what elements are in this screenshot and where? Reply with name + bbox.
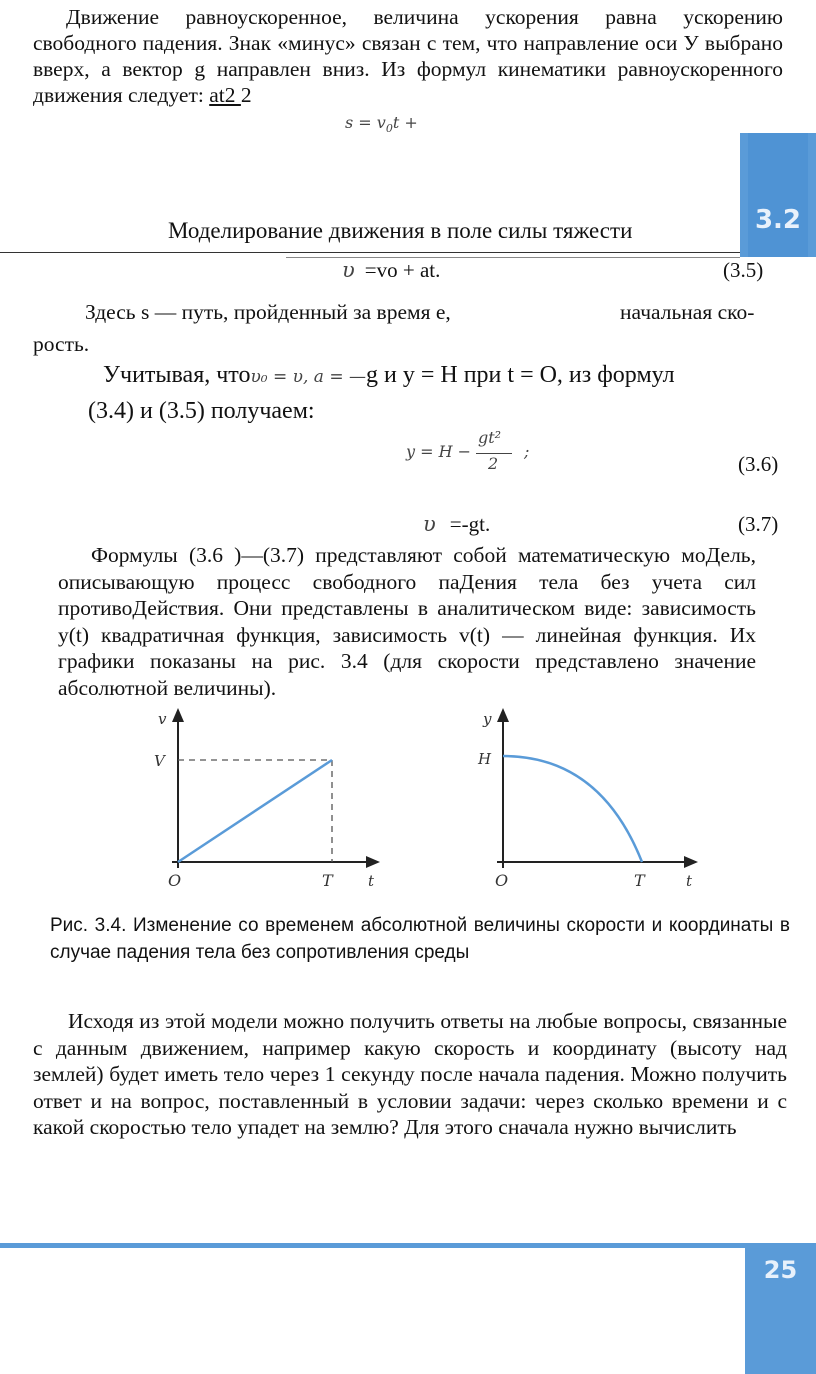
eq37-number: (3.7) [738,512,779,536]
eq37-lhs: υ [423,512,436,536]
graph-y-x-label: t [686,872,693,890]
graph-y-level-label: H [478,750,492,768]
para-model: Исходя из этой модели можно получить ответы на любые вопросы, связанные с данным движением, например какую скорость и координату (высоту над землей) будет иметь тело через 1 секунду после начала падения. Можно получить ответ и на вопрос, поставленный в условии задачи: через сколько времени и с какой скоростью тело упадет на землю? Для этого сначала нужно вычислить [33,1009,787,1139]
section-rule [0,252,740,253]
graph-height [477,708,698,890]
para-given-line2: (3.4) и (3.5) получаем: [88,398,315,424]
intro-tail: 2 [240,83,252,107]
graph-v-y-arrow [172,708,184,722]
graph-y-y-label: y [483,710,492,728]
graph-v-level-label: V [154,752,165,770]
equation-3-7 [423,512,490,537]
eq35-rhs: =vo + at. [364,258,441,282]
eq36-number: (3.6) [738,452,779,476]
graph-y-t-mark: T [634,871,645,890]
formula-s-sub: 0 [385,122,393,136]
graph-v-x-label: t [368,872,375,890]
graph-v-line [178,760,332,862]
graph-v-origin-label: O [168,871,182,890]
para-formulas: Формулы (3.6 )—(3.7) представляют собой математическую моДель, описывающую процесс свободного паДения тела без учета сил противоДействия. Они представлены в аналитическом виде: зависимость y(t) квадратичная функция, зависимость v(t) — линейная функция. Их графики показаны на рис. 3.4 (для скорости представлено значение абсолютной величины). [58,543,756,700]
graph-y-origin-label: O [495,871,509,890]
intro-text: Движение равноускоренное, величина ускорения равна ускорению свободного падения. Знак «минус» связан с тем, что направление оси У выбрано вверх, а вектор g направлен вниз. Из формул кинематики равноускоренного движения следует: [33,5,783,107]
graph-v-y-label: v [158,710,167,728]
eq37-rhs: =-gt. [449,512,491,536]
eq35-number: (3.5) [723,258,764,282]
eq36-lhs: y = H − [406,442,472,461]
section-tab-inner [748,133,808,257]
equation-3-5 [342,258,440,283]
graph-velocity [154,708,380,890]
para-given-rest: g и у = Н при t = О, из формул [366,362,675,388]
eq36-semi: ; [524,442,530,461]
eq36-num: gt² [478,428,502,447]
eq35-lhs: υ [342,258,355,282]
footer-rule [0,1243,745,1248]
graph-v-t-mark: T [322,871,333,890]
intro-paragraph [33,4,783,108]
figure-3-4 [0,700,816,900]
formula-s [345,113,418,135]
eq36-den: 2 [488,454,499,473]
graph-y-y-arrow [497,708,509,722]
graph-y-x-arrow [684,856,698,868]
section-title: Моделирование движения в поле силы тяжести [168,218,633,243]
para-given [103,362,675,389]
page-number: 25 [763,1256,798,1284]
para-here-right: начальная ско- [620,300,755,324]
para-here-left: Здесь s — путь, пройденный за время е, [85,300,451,324]
formula-s-tail: t + [392,113,418,132]
figure-caption: Рис. 3.4. Изменение со временем абсолютной величины скорости и координаты в случае падения тела без сопротивления среды [50,915,790,963]
para-given-formula: υ₀ = υ, a = — [250,367,366,387]
para-given-start: Учитывая, что [103,362,251,388]
graph-y-curve [503,756,642,862]
intro-underlined: at2 [209,83,241,107]
para-here-cont: рость. [33,332,90,356]
section-badge: 3.2 [754,205,802,235]
graph-v-x-arrow [366,856,380,868]
formula-s-main: s = v [345,113,386,132]
